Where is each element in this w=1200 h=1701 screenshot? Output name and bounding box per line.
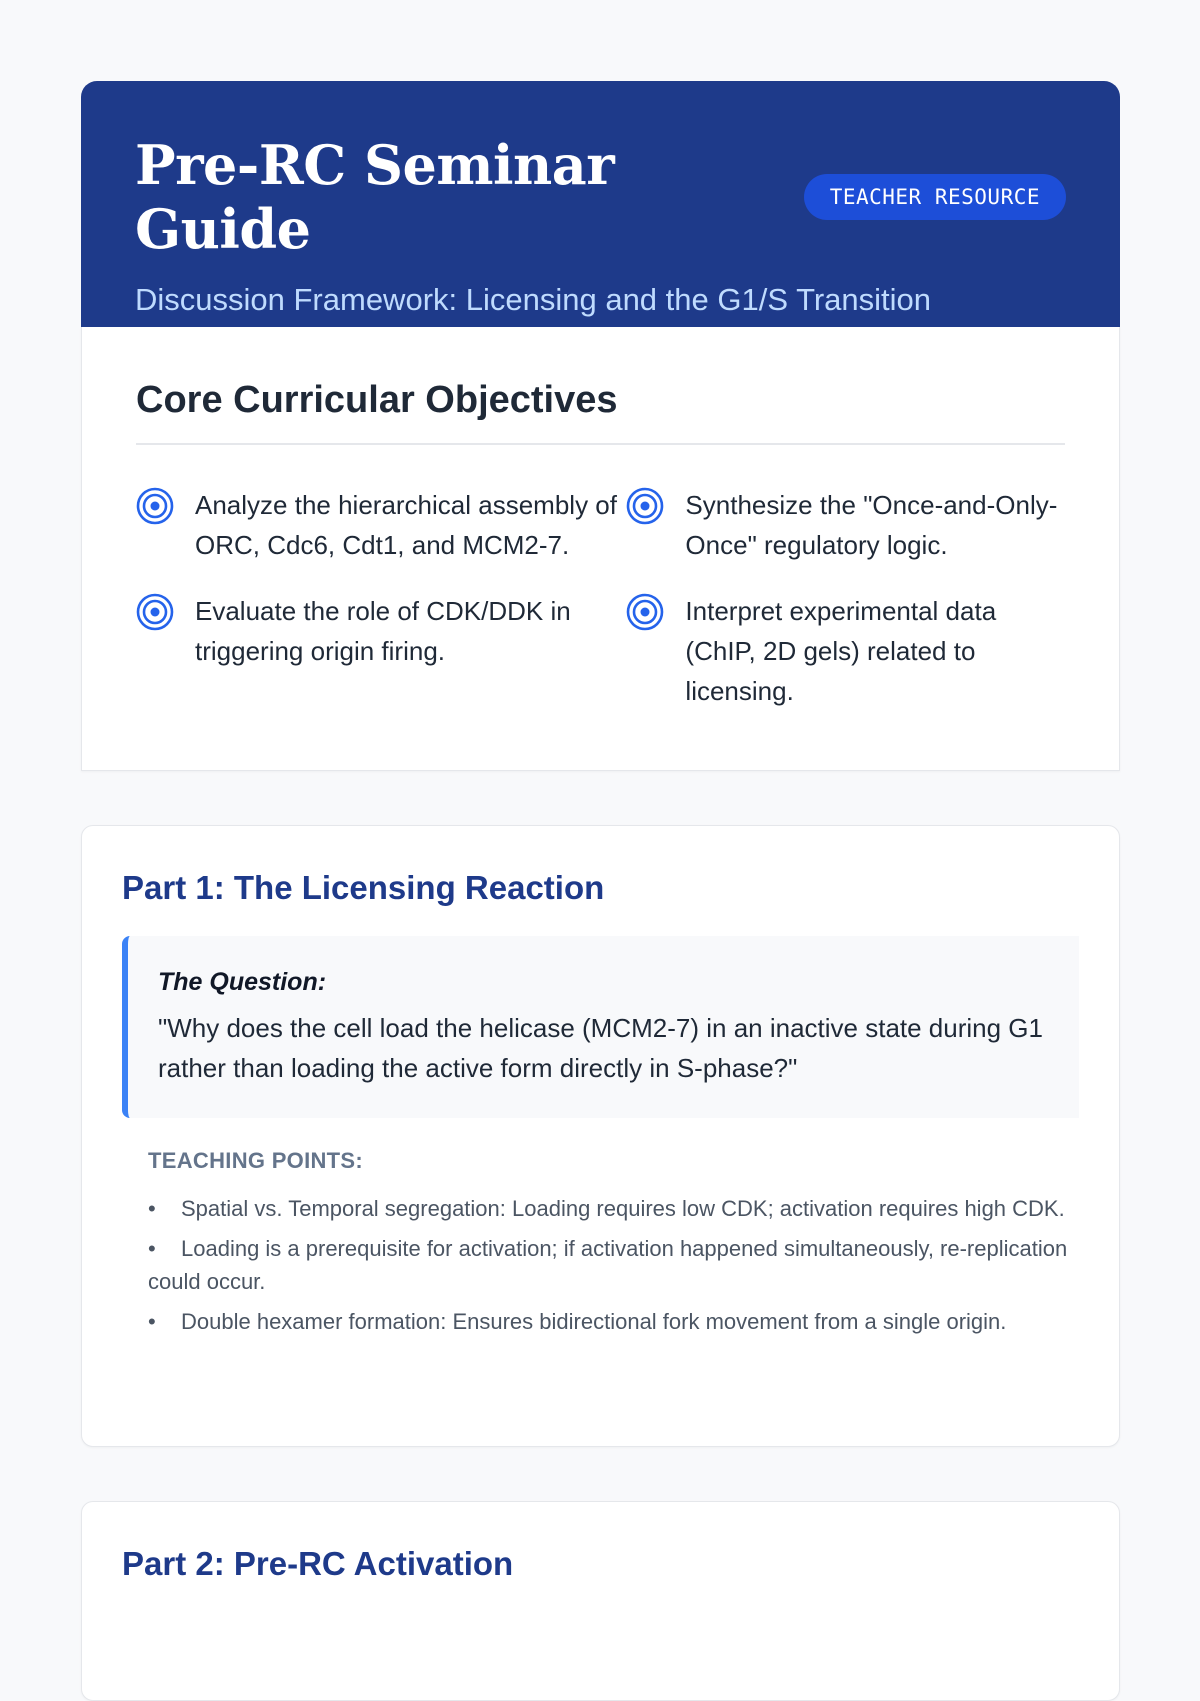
objectives-card: [81, 327, 1120, 771]
objectives-column-left: [136, 485, 626, 737]
question-label: The Question:: [158, 968, 327, 996]
question-box: [122, 936, 1079, 1118]
target-icon: [136, 593, 174, 631]
objective-item: [626, 591, 1065, 711]
teaching-point-text: Loading is a prerequisite for activation; if activation happened simultaneously, re-replication could occur.: [148, 1236, 1068, 1294]
page-container: [81, 81, 1120, 1701]
teaching-points-list: [148, 1192, 1079, 1338]
teaching-points-label: TEACHING POINTS:: [148, 1148, 364, 1173]
bullet-icon: •: [148, 1309, 156, 1334]
objective-item: [136, 485, 626, 565]
objective-item: [136, 591, 626, 671]
teaching-point: [148, 1192, 1079, 1225]
objective-text: Analyze the hierarchical assembly of ORC, Cdc6, Cdt1, and MCM2-7.: [195, 490, 617, 560]
objective-text: Evaluate the role of CDK/DDK in triggering origin firing.: [195, 596, 571, 666]
question-text: "Why does the cell load the helicase (MCM2-7) in an inactive state during G1 rather than loading the active form directly in S-phase?": [158, 1013, 1043, 1083]
title-row: [135, 133, 1066, 261]
bullet-icon: •: [148, 1196, 156, 1221]
part2-title: Part 2: Pre-RC Activation: [122, 1545, 514, 1582]
objectives-column-right: [626, 485, 1065, 737]
teaching-point: [148, 1232, 1079, 1298]
teaching-point-text: Double hexamer formation: Ensures bidirectional fork movement from a single origin.: [181, 1309, 1007, 1334]
target-icon: [136, 487, 174, 525]
part1-title: Part 1: The Licensing Reaction: [122, 869, 605, 906]
teaching-point-text: Spatial vs. Temporal segregation: Loading requires low CDK; activation requires high CDK.: [181, 1196, 1065, 1221]
page-subtitle: Discussion Framework: Licensing and the G1/S Transition: [135, 282, 932, 317]
header-banner: [81, 81, 1120, 327]
objectives-grid: [136, 485, 1065, 737]
target-icon: [626, 593, 664, 631]
bullet-icon: •: [148, 1236, 156, 1261]
page-title: Pre-RC Seminar Guide: [135, 133, 615, 261]
objective-item: [626, 485, 1065, 565]
objectives-heading: Core Curricular Objectives: [136, 377, 1065, 445]
objective-text: Interpret experimental data (ChIP, 2D gels) related to licensing.: [685, 596, 997, 706]
target-icon: [626, 487, 664, 525]
part1-card: [81, 825, 1120, 1447]
teacher-resource-badge: TEACHER RESOURCE: [804, 174, 1066, 220]
teaching-point: [148, 1305, 1079, 1338]
part2-card: [81, 1501, 1120, 1701]
objective-text: Synthesize the "Once-and-Only-Once" regulatory logic.: [685, 490, 1058, 560]
